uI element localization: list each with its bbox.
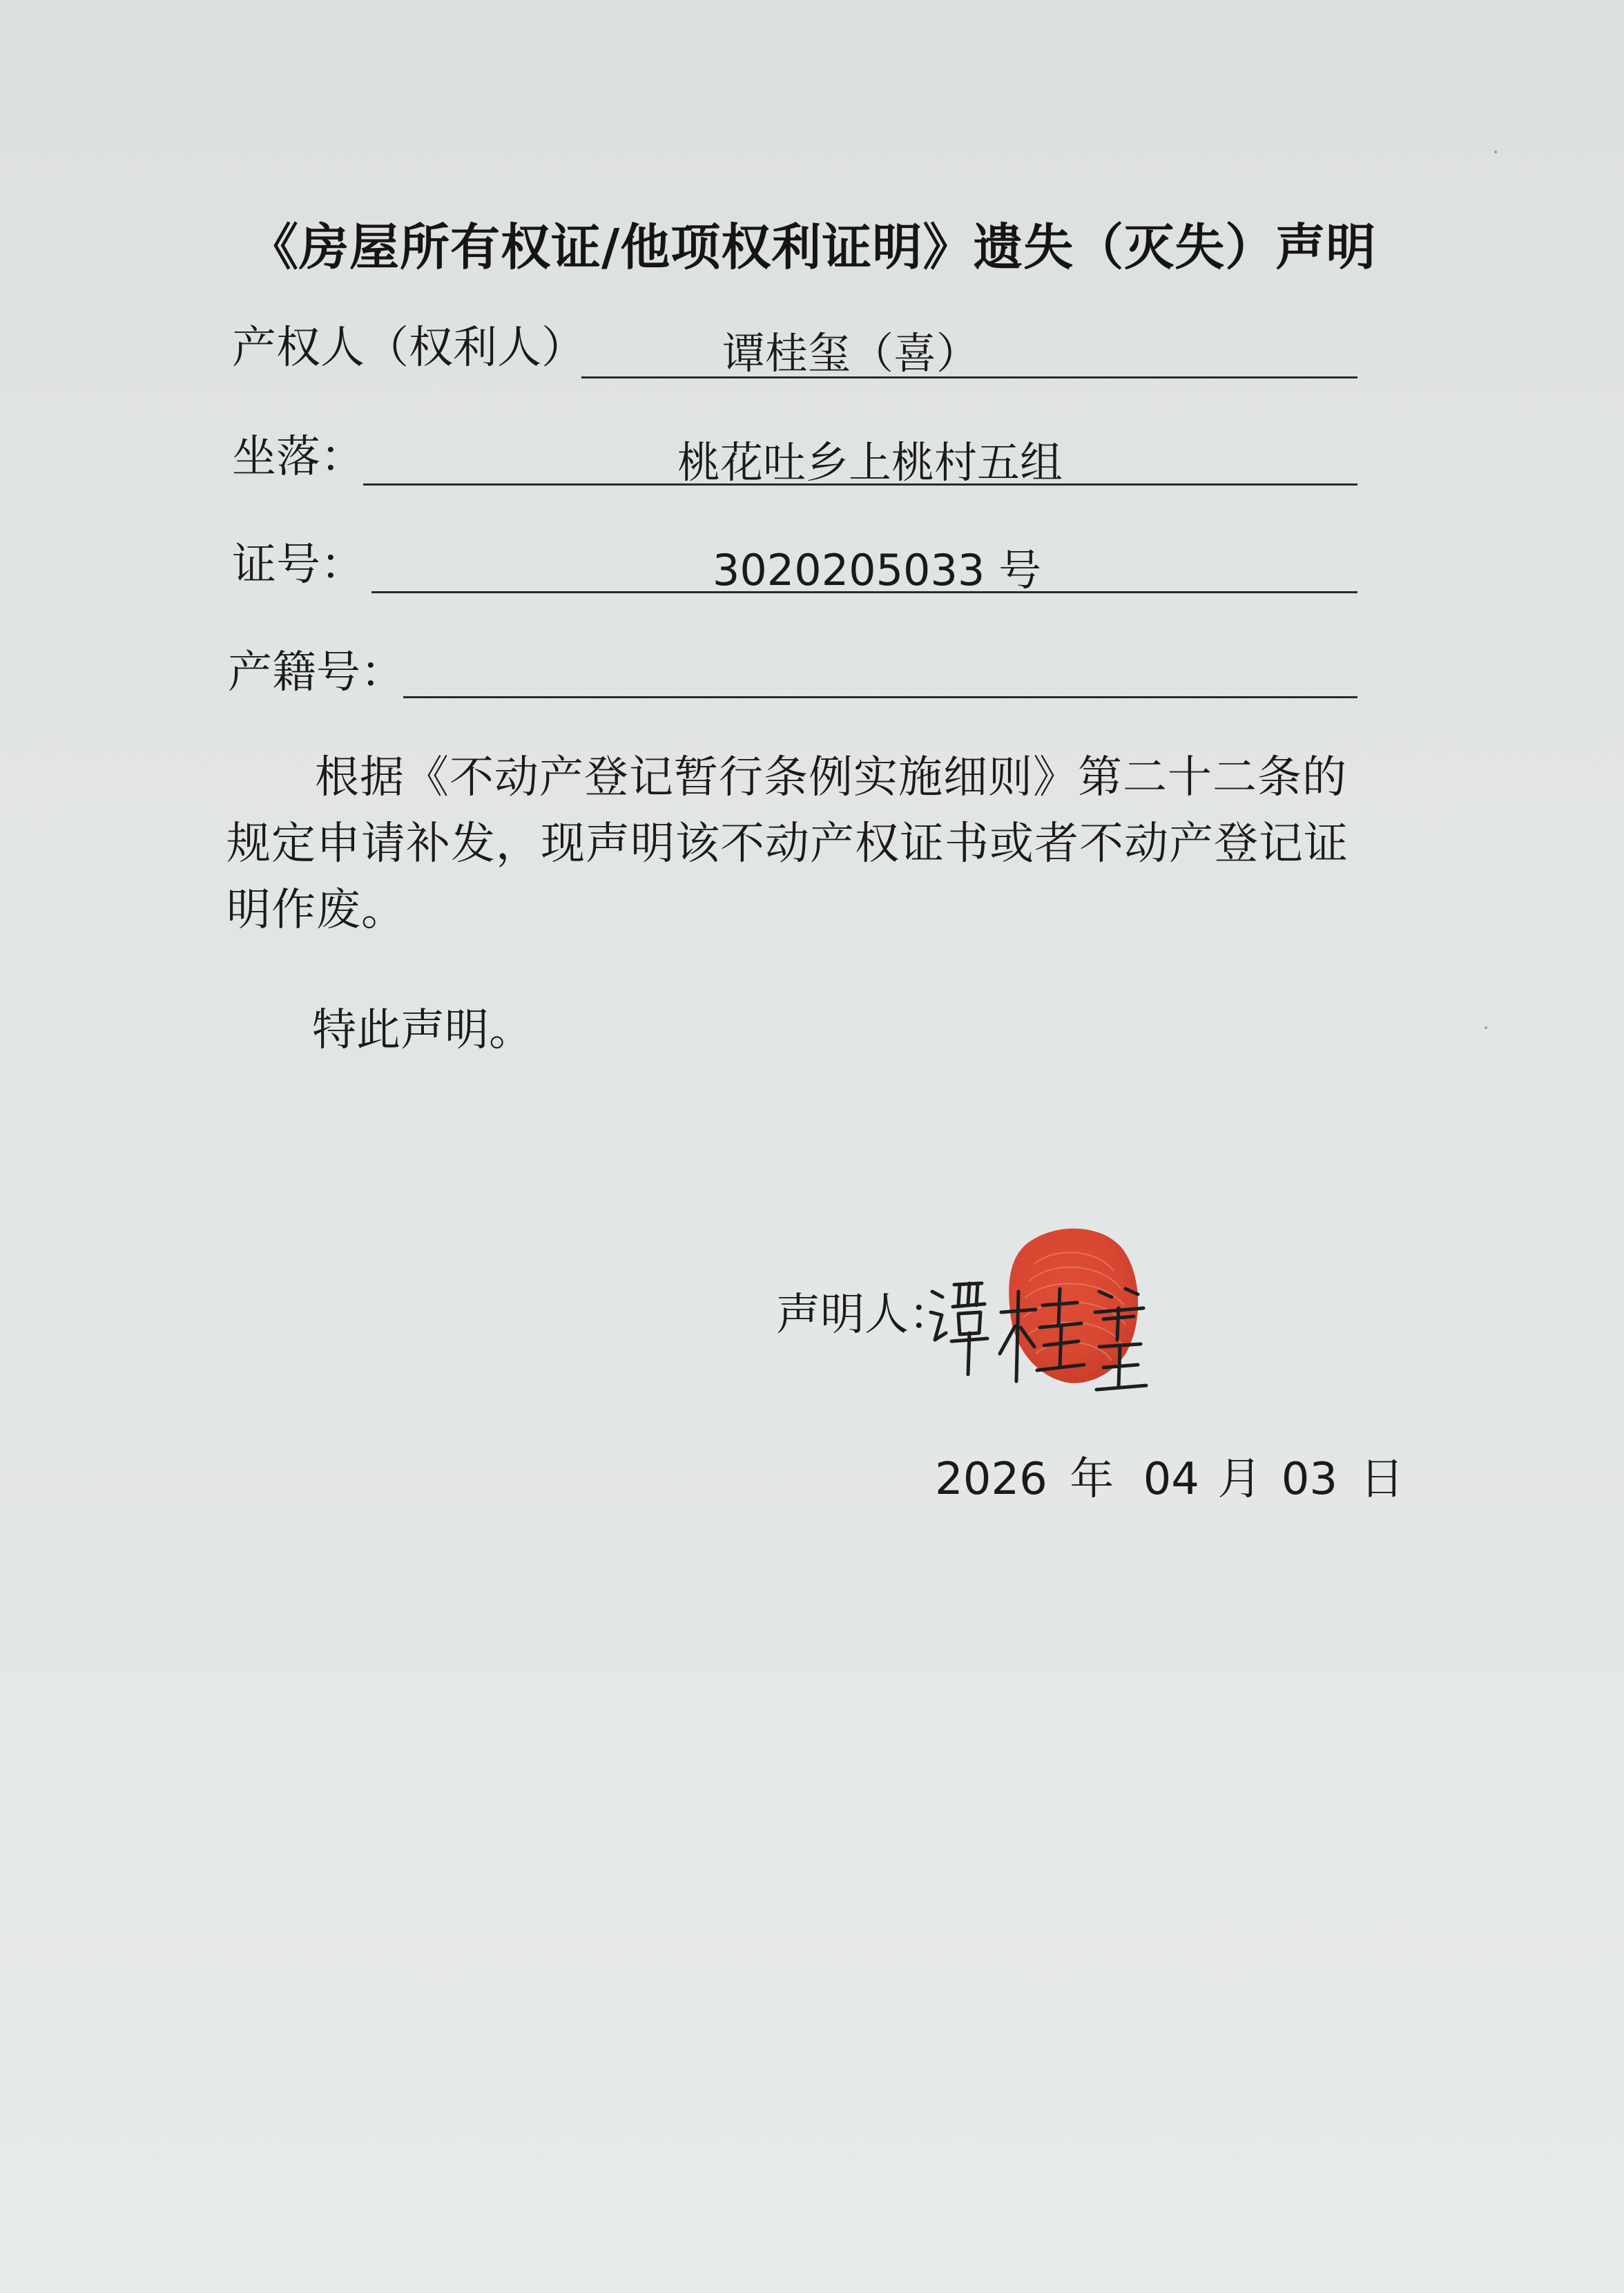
date-year-unit: 年 xyxy=(1070,1454,1114,1505)
handwritten-signature xyxy=(918,1264,1153,1402)
owner-value: 谭桂玺（喜） xyxy=(722,328,979,378)
date-year: 2026 xyxy=(935,1454,1047,1505)
owner-label: 产权人（权利人） xyxy=(232,323,586,374)
paper-speck xyxy=(1494,151,1497,153)
date-month-unit: 月 xyxy=(1217,1454,1262,1505)
date-day: 03 xyxy=(1281,1454,1338,1505)
location-label: 坐落： xyxy=(232,432,365,483)
registry-no-label: 产籍号： xyxy=(228,647,405,698)
declaration-body: 根据《不动产登记暂行条例实施细则》第二十二条的规定申请补发，现声明该不动产权证书或者不动产登记证明作废。 xyxy=(226,752,1348,936)
cert-no-label: 证号： xyxy=(232,539,365,591)
date-day-unit: 日 xyxy=(1360,1454,1404,1505)
registry-no-underline xyxy=(403,696,1357,698)
declaration-date xyxy=(935,1443,1404,1507)
date-month: 04 xyxy=(1143,1454,1199,1505)
closing-statement: 特此声明。 xyxy=(312,1005,533,1056)
paper-speck xyxy=(1485,1026,1487,1029)
signer-label: 声明人： xyxy=(776,1289,953,1341)
document-title: 《房屋所有权证/他项权利证明》遗失（灭失）声明 xyxy=(249,218,1377,276)
location-value: 桃花吐乡上桃村五组 xyxy=(677,437,1063,488)
cert-no-value: 3020205033 号 xyxy=(712,545,1042,595)
